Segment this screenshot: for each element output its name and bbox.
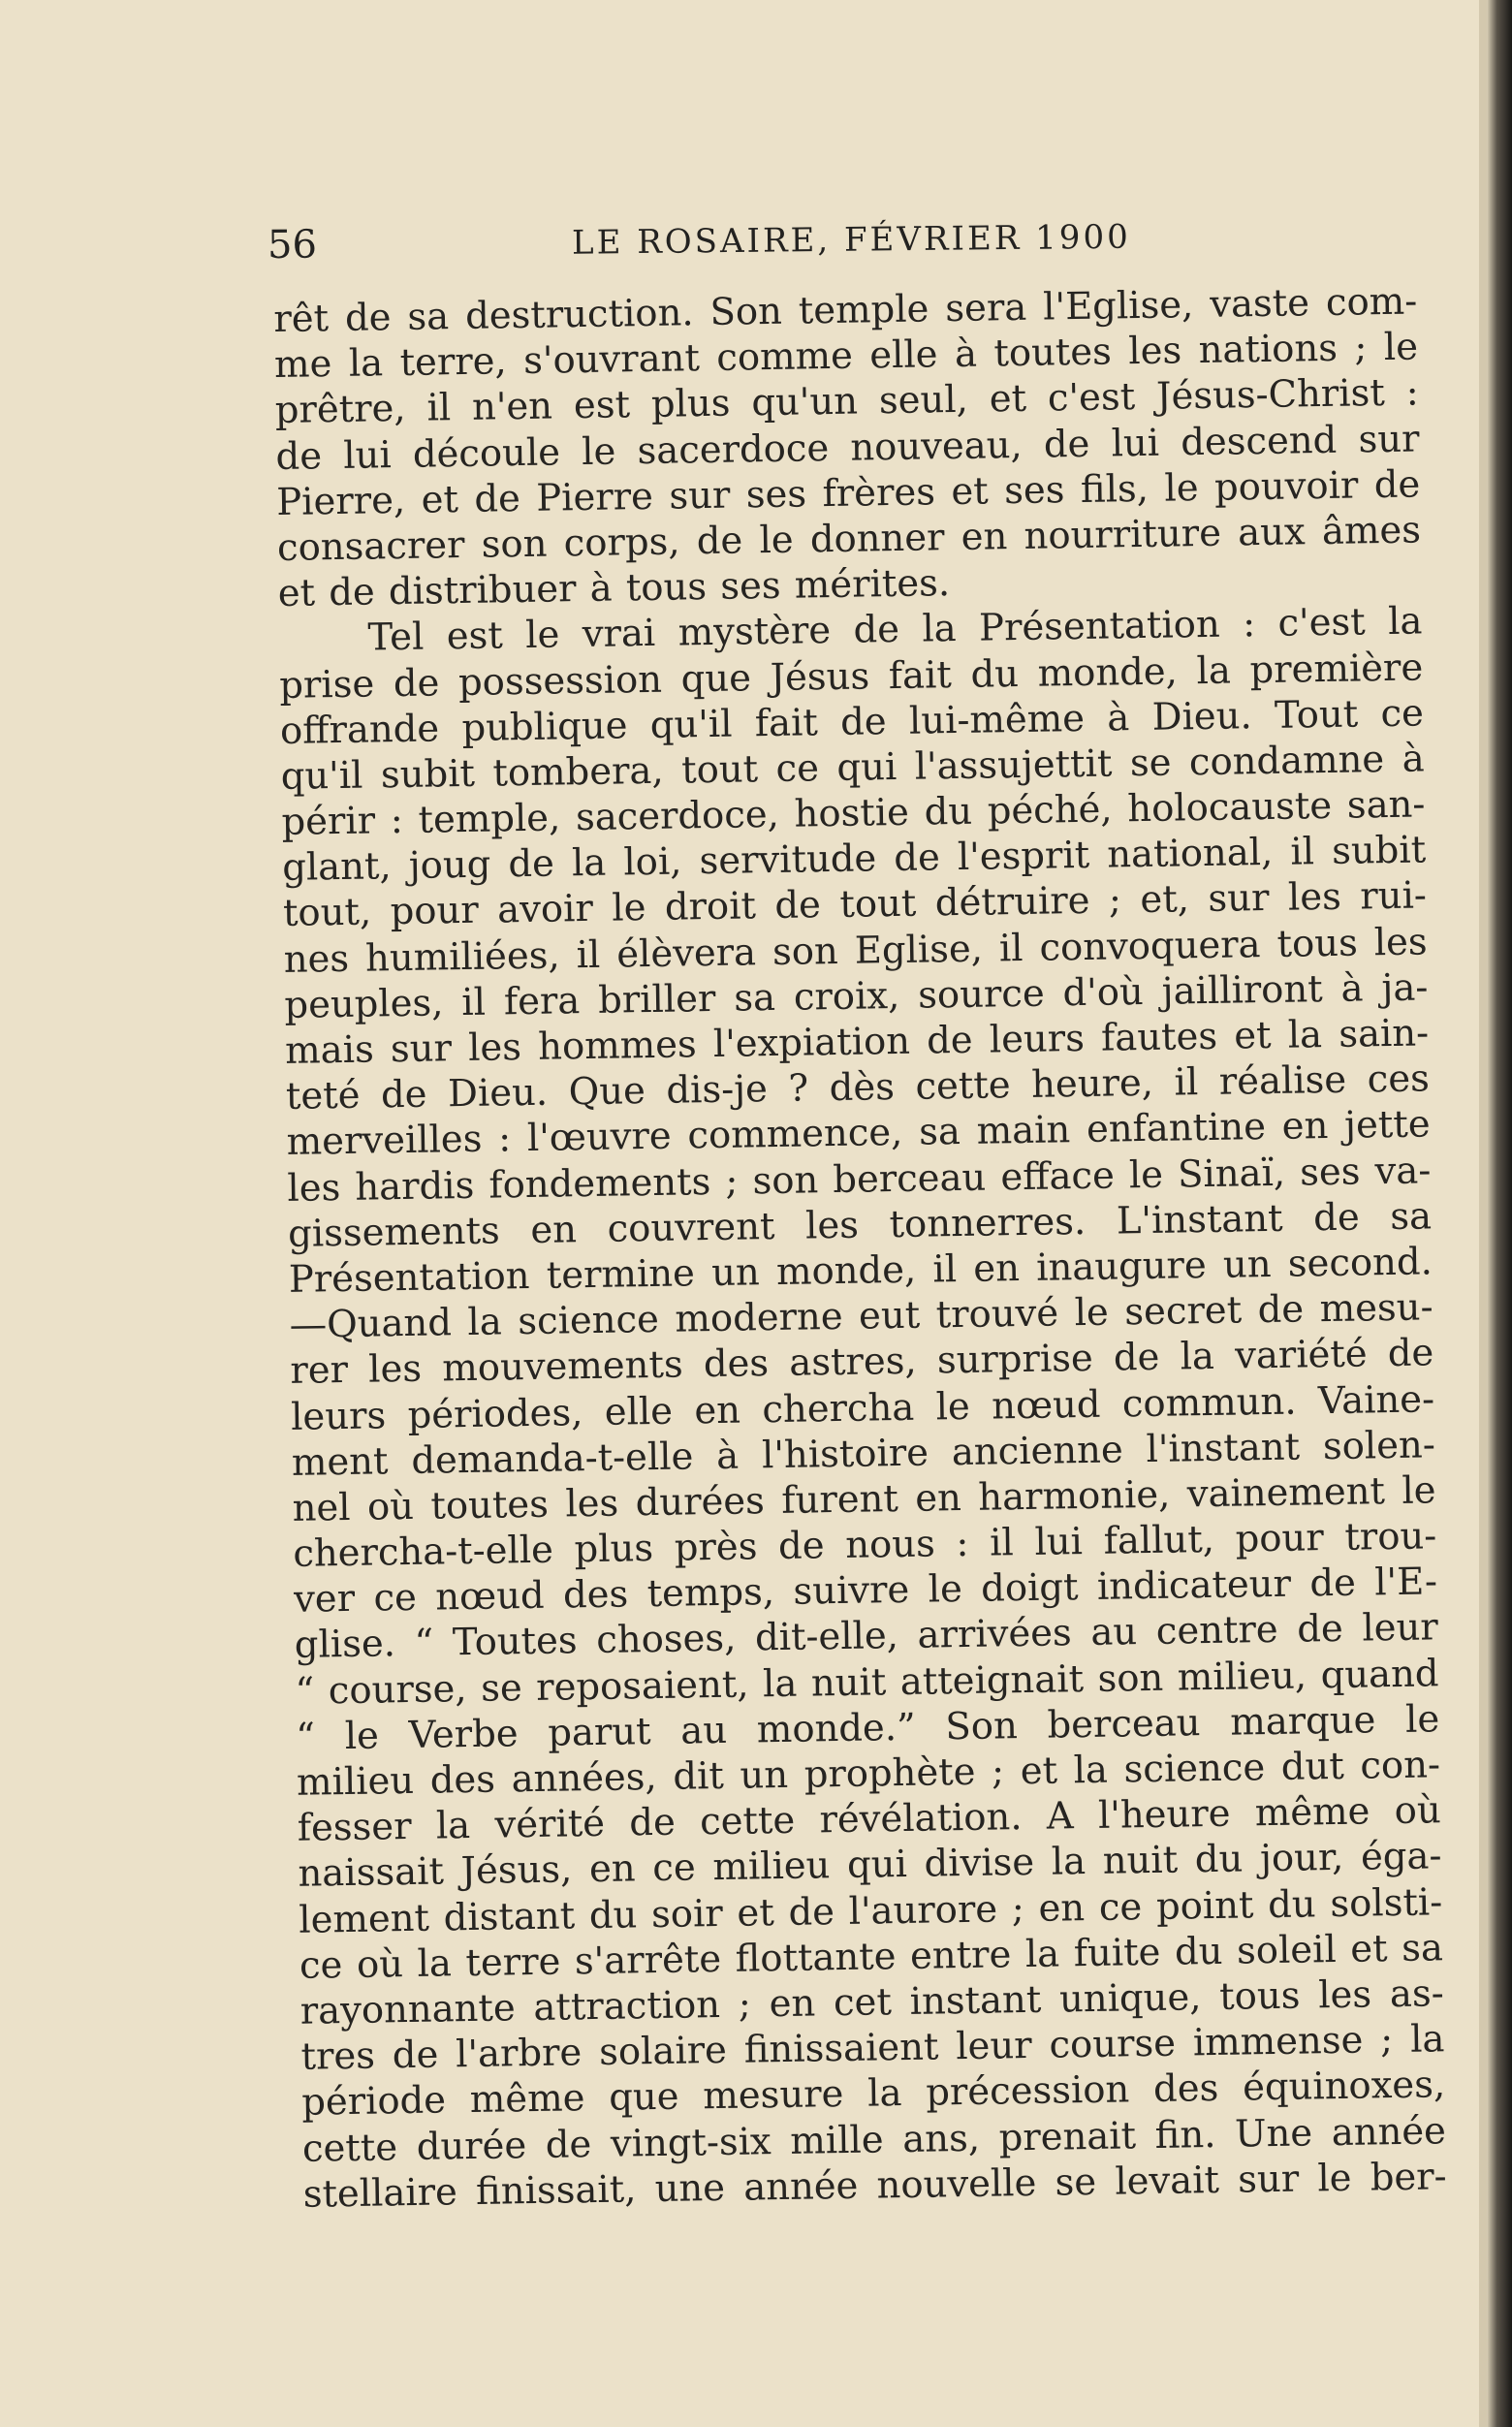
text-line: me la terre, s'ouvrant comme elle à toutes les nations ; le [273,325,1419,388]
text-line: et de distribuer à tous ses mérites. [277,561,951,616]
running-title: LE ROSAIRE, FÉVRIER 1900 [571,217,1131,263]
text-line: merveilles : l'œuvre commence, sa main enfantine en jette [286,1102,1431,1165]
body-text [273,278,1447,2217]
text-line: consacrer son corps, de le donner en nourriture aux âmes [276,508,1422,570]
text-line: prise de possession que Jésus fait du monde, la première [278,645,1424,708]
text-line: fesser la vérité de cette révélation. A l'heure même où [297,1788,1442,1850]
text-line: “ course, se reposaient, la nuit atteignait son milieu, quand [295,1651,1439,1714]
text-line: glise. “ Toutes choses, dit-elle, arrivées au centre de leur [294,1605,1439,1668]
text-line: naissait Jésus, en ce milieu qui divise la nuit du jour, éga- [298,1834,1442,1897]
text-line: gissements en couvrent les tonnerres. L'instant de sa [287,1194,1433,1256]
page-number: 56 [267,222,318,268]
text-line: les hardis fondements ; son berceau efface le Sinaï, ses va- [287,1148,1432,1211]
text-line: leurs périodes, elle en chercha le nœud commun. Vaine- [290,1376,1435,1439]
text-line: de lui découle le sacerdoce nouveau, de lui descend sur [275,417,1420,479]
text-line: teté de Dieu. Que dis-je ? dès cette heure, il réalise ces [285,1056,1431,1119]
text-line: stellaire finissait, une année nouvelle se levait sur le ber- [302,2154,1447,2217]
text-line: Tel est le vrai mystère de la Présentation : c'est la [367,599,1423,660]
text-line: peuples, il fera briller sa croix, source d'où jailliront à ja- [284,965,1429,1027]
text-line: chercha-t-elle plus près de nous : il lui fallut, pour trou- [293,1514,1437,1576]
page-header [268,204,1412,273]
text-line: tres de l'arbre solaire finissaient leur course immense ; la [300,2017,1445,2079]
text-line: milieu des années, dit un prophète ; et la science dut con- [296,1743,1441,1805]
page-edge [1487,0,1512,2427]
text-line: ce où la terre s'arrête flottante entre la fuite du soleil et sa [299,1926,1444,1988]
text-line: mais sur les hommes l'expiation de leurs fautes et la sain- [284,1011,1430,1073]
text-line: cette durée de vingt-six mille ans, prenait fin. Une année [301,2108,1447,2171]
text-line: Présentation termine un monde, il en inaugure un second. [288,1240,1433,1302]
text-line: périr : temple, sacerdoce, hostie du péché, holocauste san- [281,782,1426,844]
text-line: Pierre, et de Pierre sur ses frères et ses fils, le pouvoir de [275,462,1421,524]
page-gutter-shadow [1479,0,1487,2427]
text-line: rer les mouvements des astres, surprise de la variété de [290,1331,1434,1394]
text-line: —Quand la science moderne eut trouvé le secret de mesu- [289,1285,1433,1347]
text-line: offrande publique qu'il fait de lui-même à Dieu. Tout ce [279,691,1425,753]
text-line: nel où toutes les durées furent en harmonie, vainement le [292,1468,1436,1530]
text-line: nes humiliées, il élèvera son Eglise, il convoquera tous les [283,920,1428,982]
text-line: prêtre, il n'en est plus qu'un seul, et c'est Jésus-Christ : [274,370,1420,433]
text-line: ment demanda-t-elle à l'histoire ancienne l'instant solen- [291,1423,1436,1485]
text-line: glant, joug de la loi, servitude de l'esprit national, il subit [281,828,1427,891]
text-line: rayonnante attraction ; en cet instant unique, tous les as- [299,1971,1445,2033]
text-line: “ le Verbe parut au monde.” Son berceau marque le [295,1697,1440,1759]
text-line: période même que mesure la précession des équinoxes, [300,2063,1446,2126]
text-line: qu'il subit tombera, tout ce qui l'assujettit se condamne à [280,737,1425,799]
text-line: ver ce nœud des temps, suivre le doigt indicateur de l'E- [293,1560,1438,1623]
text-line: rêt de sa destruction. Son temple sera l'Eglise, vaste com- [273,279,1418,341]
text-line: tout, pour avoir le droit de tout détruire ; et, sur les rui- [282,873,1428,936]
text-line: lement distant du soir et de l'aurore ; en ce point du solsti- [298,1879,1443,1942]
